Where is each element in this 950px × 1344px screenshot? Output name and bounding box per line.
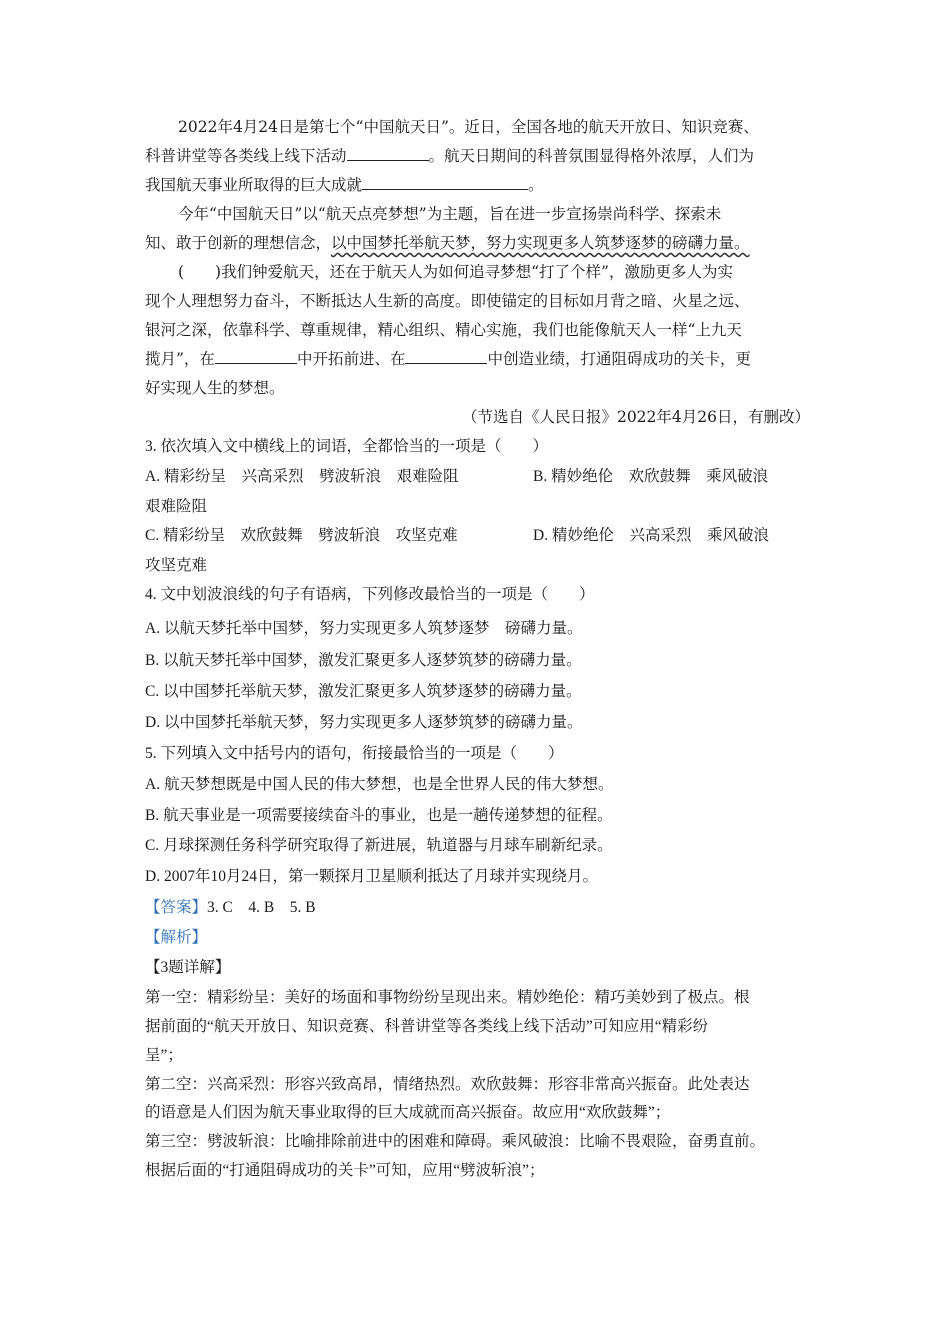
analysis-line: 根据后面的“打通阻碍成功的关卡”可知，应用“劈波斩浪”； [145,1162,545,1179]
analysis-line: 的语意是人们因为航天事业取得的巨大成就而高兴振奋。故应用“欢欣鼓舞”； [145,1104,671,1121]
passage-text: 科普讲堂等各类线上线下活动 [145,147,347,165]
fill-blank-1 [347,145,429,161]
passage-line: 2022年4月24日是第七个“中国航天日”。近日，全国各地的航天开放日、知识竞赛、 [178,118,759,136]
option-d-continuation: 攻坚克难 [145,557,208,574]
passage-line: 今年“中国航天日”以“航天点亮梦想”为主题，旨在进一步宣扬崇尚科学、探索未 [178,205,722,223]
passage-text: 。航天日期间的科普氛围显得格外浓厚，人们为 [428,147,755,165]
fill-blank-4 [405,348,487,364]
question-3-options-ab [145,466,810,488]
passage-line: 银河之深，依靠科学、尊重规律，精心组织、精心实施，我们也能像航天人一样“上九天 [145,321,742,339]
answer-text: 3. C 4. B 5. B [207,899,316,916]
passage-text: 揽月”，在 [145,350,215,368]
option-d: D. 精妙绝伦 兴高采烈 乘风破浪 [533,527,769,544]
fill-blank-2 [362,174,528,190]
option-a: A. 以航天梦托举中国梦，努力实现更多人筑梦逐梦 磅礴力量。 [145,620,583,637]
analysis-line: 第三空：劈波斩浪：比喻排除前进中的困难和障碍。乘风破浪：比喻不畏艰险，奋勇直前。 [145,1133,766,1150]
option-a: A. 精彩纷呈 兴高采烈 劈波斩浪 艰难险阻 [145,468,459,485]
analysis-line: 据前面的“航天开放日、知识竞赛、科普讲堂等各类线上线下活动”可知应用“精彩纷 [145,1018,709,1035]
passage-line: ( )我们钟爱航天，还在于航天人为如何追寻梦想“打了个样”，激励更多人为实 [178,263,733,281]
option-c: C. 以中国梦托举航天梦，激发汇聚更多人筑梦逐梦的磅礴力量。 [145,683,582,700]
answer-line [145,897,810,919]
passage-text: 中创造业绩，打通阻碍成功的关卡，更 [487,350,751,368]
analysis-line: 第二空：兴高采烈：形容兴致高昂，情绪热烈。欢欣鼓舞：形容非常高兴振奋。此处表达 [145,1076,750,1093]
option-a: A. 航天梦想既是中国人民的伟大梦想，也是全世界人民的伟大梦想。 [145,776,614,793]
passage-line: 好实现人生的梦想。 [145,379,285,397]
option-d: D. 2007年10月24日，第一颗探月卫星顺利抵达了月球并实现绕月。 [145,868,598,885]
fill-blank-3 [215,348,297,364]
passage-text: 我国航天事业所取得的巨大成就 [145,176,363,194]
option-b: B. 精妙绝伦 欢欣鼓舞 乘风破浪 [533,468,769,485]
option-b-continuation: 艰难险阻 [145,498,208,515]
option-b: B. 航天事业是一项需要接续奋斗的事业，也是一趟传递梦想的征程。 [145,807,613,824]
analysis-tag [145,927,810,949]
question-4-stem: 4. 文中划波浪线的句子有语病，下列修改最恰当的一项是（ ） [145,586,595,603]
passage-source: （节选自《人民日报》2022年4月26日，有删改） [461,408,810,426]
passage-text: 。 [528,176,544,194]
answer-tag: 【答案】 [145,899,208,916]
option-c: C. 月球探测任务科学研究取得了新进展，轨道器与月球车刷新纪录。 [145,837,613,854]
question-3-stem: 3. 依次填入文中横线上的词语，全都恰当的一项是（ ） [145,438,549,455]
question-3-options-cd [145,525,810,547]
passage-line: 现个人理想努力奋斗，不断抵达人生新的高度。即使锚定的目标如月背之暗、火星之远、 [145,292,750,310]
analysis-line: 呈”； [145,1047,183,1064]
analysis-line: 第一空：精彩纷呈：美好的场面和事物纷纷呈现出来。精妙绝伦：精巧美妙到了极点。根 [145,989,750,1006]
option-b: B. 以航天梦托举中国梦，激发汇聚更多人逐梦筑梦的磅礴力量。 [145,652,582,669]
passage-line [145,174,810,196]
passage-text: 中开拓前进、在 [296,350,406,368]
option-d: D. 以中国梦托举航天梦，努力实现更多人逐梦筑梦的磅礴力量。 [145,714,583,731]
passage-line [145,348,810,370]
passage-line [145,145,810,167]
analysis-heading: 【3题详解】 [145,959,231,976]
option-c: C. 精彩纷呈 欢欣鼓舞 劈波斩浪 攻坚克难 [145,527,458,544]
analysis-tag-text: 【解析】 [145,929,208,946]
question-5-stem: 5. 下列填入文中括号内的语句，衔接最恰当的一项是（ ） [145,745,564,762]
passage-line [145,232,810,254]
wavy-underlined-sentence: 以中国梦托举航天梦，努力实现更多人筑梦逐梦的磅礴力量。 [331,234,750,252]
passage-text: 知、敢于创新的理想信念， [145,234,332,252]
